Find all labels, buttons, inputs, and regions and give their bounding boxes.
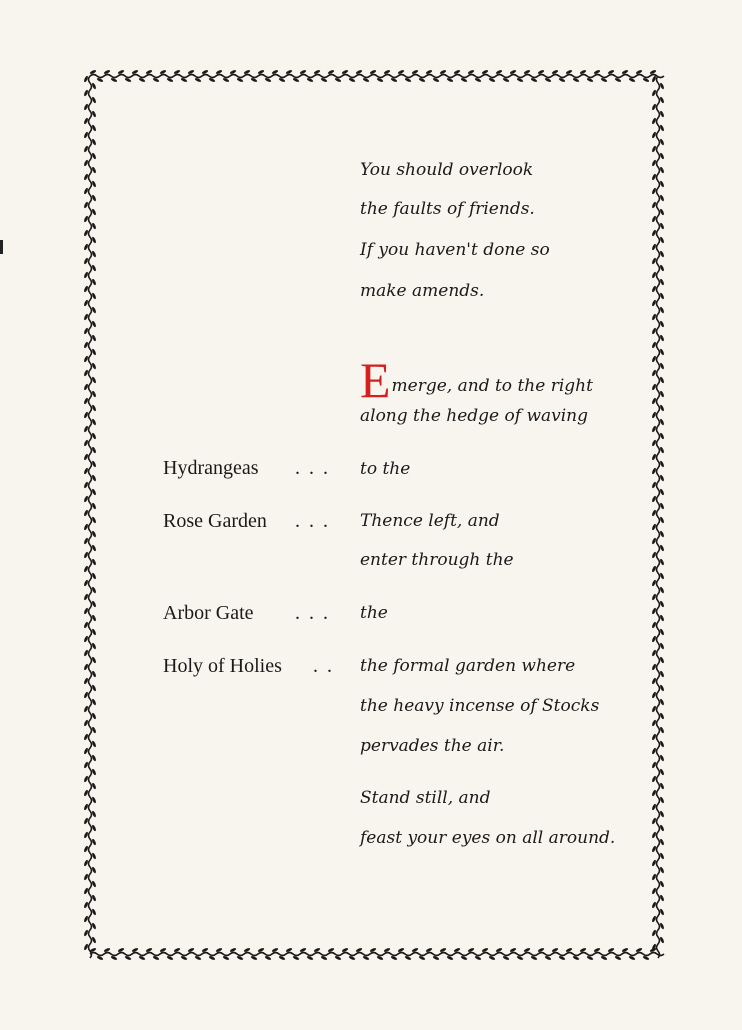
verse-line: to the (360, 459, 411, 479)
place-name: Arbor Gate (163, 602, 254, 624)
leader-dots: . . . (295, 457, 330, 479)
verse-line-with-initial (360, 352, 593, 408)
leader-dots: . . (313, 655, 334, 677)
verse-line-rest: merge, and to the right (391, 376, 593, 396)
verse-line: enter through the (360, 550, 514, 570)
verse-line: make amends. (360, 281, 485, 301)
verse-line: You should overlook (360, 160, 534, 180)
leader-dots: . . . (295, 602, 330, 624)
verse-line: Thence left, and (360, 511, 500, 531)
place-name: Hydrangeas (163, 457, 259, 479)
verse-line: If you haven't done so (360, 240, 550, 260)
vertical-vine (83, 75, 96, 958)
verse-line: Stand still, and (360, 788, 491, 808)
verse-line: the faults of friends. (360, 199, 535, 219)
place-name: Rose Garden (163, 510, 267, 532)
verse-line: pervades the air. (360, 736, 505, 756)
drop-cap-initial: E (360, 352, 391, 408)
verse-line: the heavy incense of Stocks (360, 696, 600, 716)
place-label-holy-of-holies (163, 655, 334, 678)
horizontal-vine (89, 69, 664, 82)
place-name: Holy of Holies (163, 655, 282, 677)
verse-line: the (360, 603, 388, 623)
vertical-vine (651, 75, 664, 958)
horizontal-vine (89, 947, 664, 960)
leader-dots: . . . (295, 510, 330, 532)
place-label-hydrangeas (163, 457, 330, 480)
place-label-rose-garden (163, 510, 330, 533)
verse-line: feast your eyes on all around. (360, 828, 616, 848)
page-edge-mark (0, 240, 3, 254)
verse-line: along the hedge of waving (360, 406, 589, 426)
place-label-arbor-gate (163, 602, 330, 625)
verse-line: the formal garden where (360, 656, 576, 676)
